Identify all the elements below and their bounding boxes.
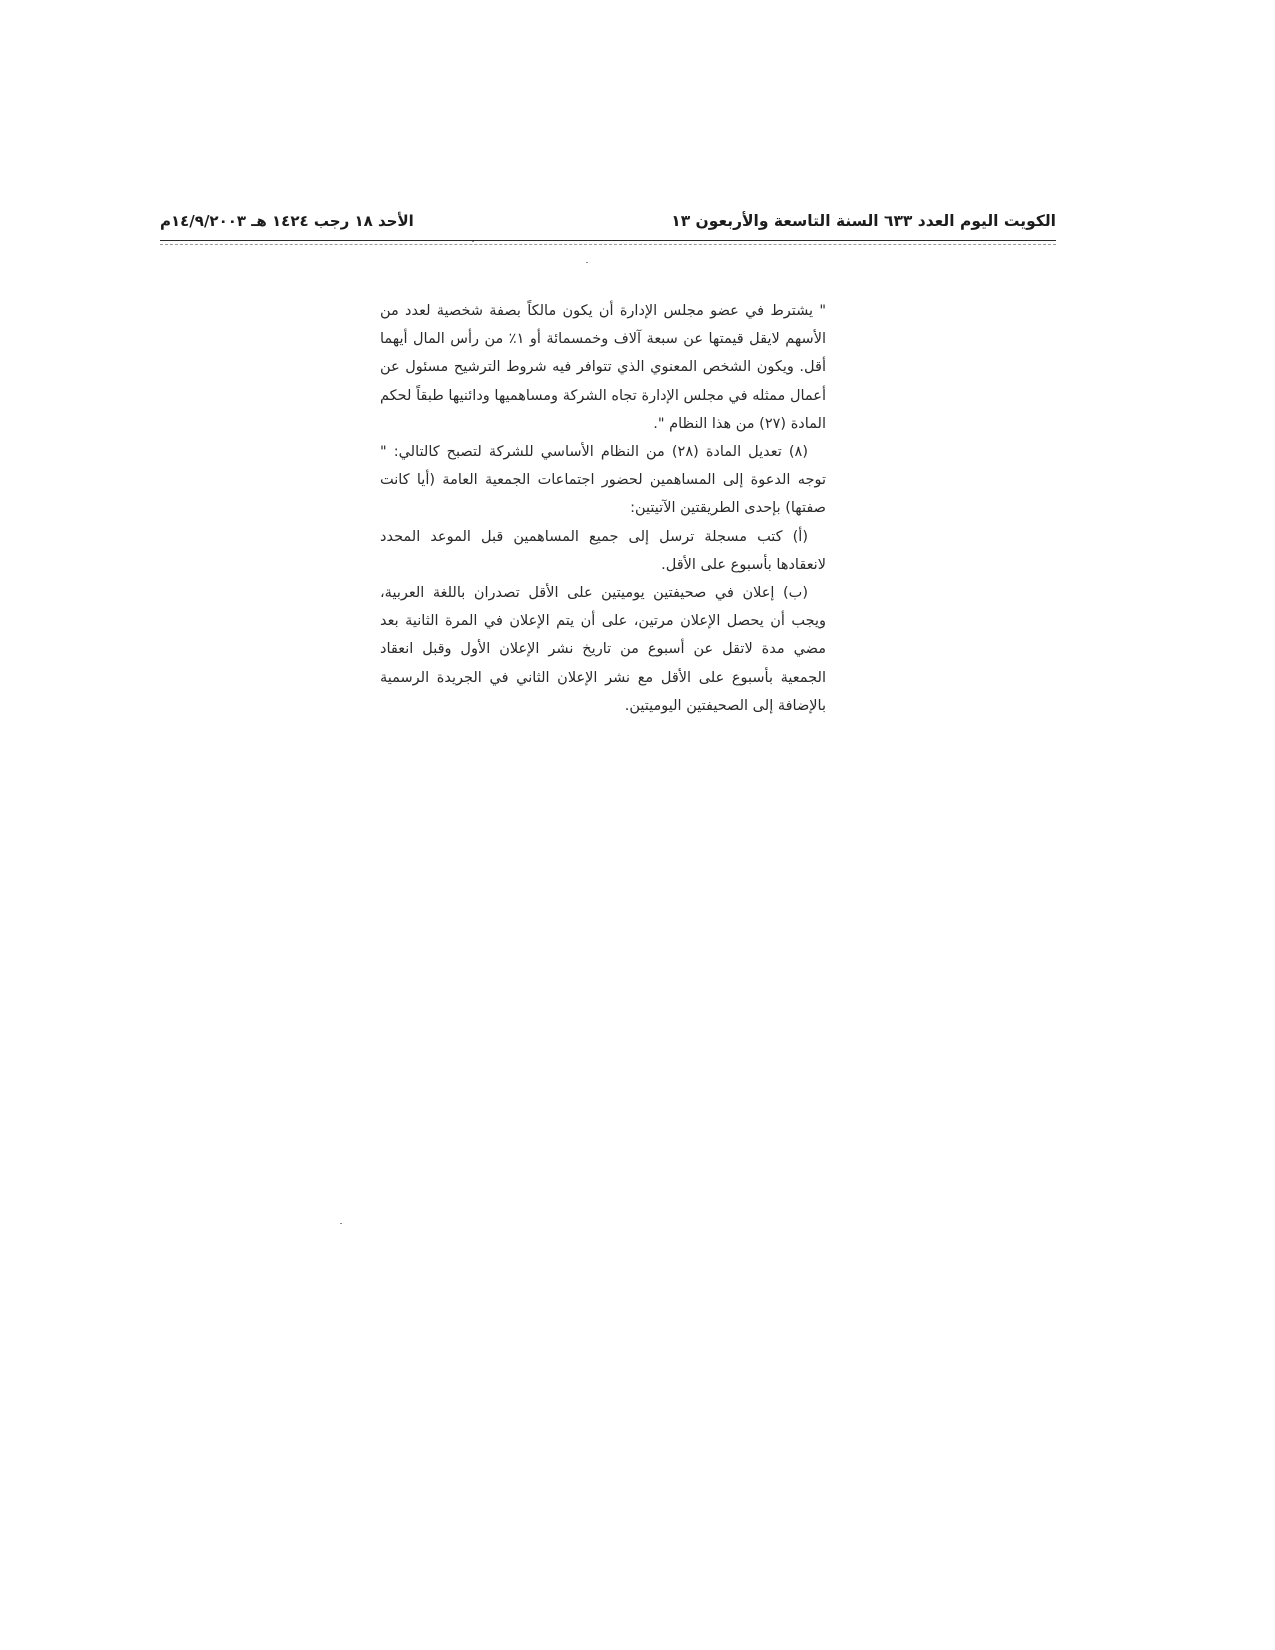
header-rule (160, 240, 1056, 241)
paragraph-registered-letters: (أ) كتب مسجلة ترسل إلى جميع المساهمين قبل الموعد المحدد لانعقادها بأسبوع على الأقل. (380, 528, 826, 573)
header-rule-secondary (160, 244, 1056, 245)
article-body (380, 297, 826, 720)
header-date: الأحد ١٨ رجب ١٤٢٤ هـ ١٤/٩/٢٠٠٣م (160, 212, 414, 230)
scan-speck (340, 1223, 342, 1224)
page-header (160, 212, 1056, 234)
scan-speck (472, 241, 474, 242)
scan-speck (586, 262, 588, 263)
paragraph-board-member-shares: " يشترط في عضو مجلس الإدارة أن يكون مالكاً بصفة شخصية لعدد من الأسهم لايقل قيمتها عن سبعة آلاف وخمسمائة أو ١٪ من رأس المال أيهما أقل. ويكون الشخص المعنوي الذي تتوافر فيه شروط الترشيح مسئول عن أعمال ممثله في مجلس الإدارة تجاه الشركة ومساهميها ودائنيها طبقاً لحكم المادة (٢٧) من هذا النظام ". (380, 303, 827, 432)
paragraph-newspaper-announcement: (ب) إعلان في صحيفتين يوميتين على الأقل تصدران باللغة العربية، ويجب أن يحصل الإعلان مرتين، على أن يتم الإعلان في المرة الثانية بعد مضي مدة لاتقل عن أسبوع من تاريخ نشر الإعلان الأول وقبل انعقاد الجمعية بأسبوع على الأقل مع نشر الإعلان الثاني في الجريدة الرسمية بالإضافة إلى الصحيفتين اليوميتين. (380, 585, 826, 714)
paragraph-amend-article-28: (٨) تعديل المادة (٢٨) من النظام الأساسي للشركة لتصبح كالتالي: " توجه الدعوة إلى المساهمين لحضور اجتماعات الجمعية العامة (أيا كانت صفتها) بإحدى الطريقتين الآتيتين: (380, 444, 826, 517)
header-publication-info: الكويت اليوم العدد ٦٣٣ السنة التاسعة والأربعون ١٣ (671, 212, 1056, 230)
